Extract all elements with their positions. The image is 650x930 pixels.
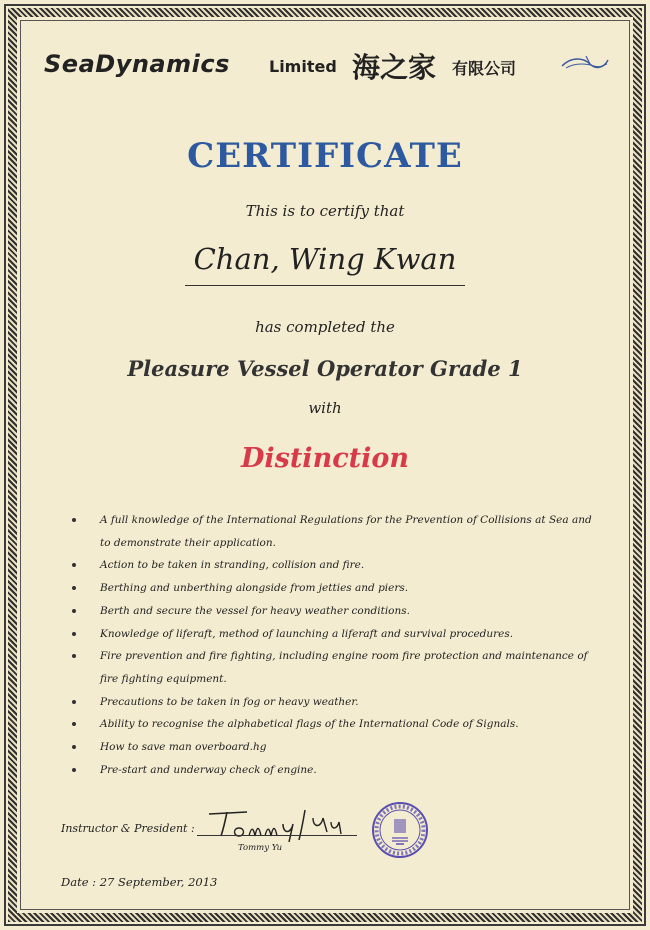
list-item: [66, 509, 596, 554]
company-name-suffix: Limited: [269, 57, 337, 76]
with-text: with: [308, 399, 342, 417]
issue-date: Date : 27 September, 2013: [61, 875, 218, 889]
handwritten-signature: [195, 802, 355, 842]
company-seal-icon: [370, 800, 430, 860]
company-header: [40, 44, 610, 84]
certificate-title: CERTIFICATE: [187, 136, 463, 176]
bullet-icon: [72, 563, 76, 567]
competency-text: Action to be taken in stranding, collision and fire.: [100, 559, 365, 572]
list-item: [66, 577, 596, 600]
bullet-icon: [72, 609, 76, 613]
company-name: SeaDynamics: [44, 50, 230, 78]
bullet-icon: [72, 632, 76, 636]
competency-text: How to save man overboard.hg: [100, 741, 267, 754]
bullet-icon: [72, 654, 76, 658]
signature-line: [197, 835, 357, 836]
certify-intro: This is to certify that: [245, 202, 405, 220]
list-item: [66, 691, 596, 714]
recipient-name: Chan, Wing Kwan: [193, 242, 457, 276]
completed-text: has completed the: [255, 318, 395, 336]
instructor-label: Instructor & President :: [61, 822, 195, 835]
competency-text: Fire prevention and fire fighting, including engine room fire protection and maintenance of fire fighting equipment.: [100, 650, 588, 685]
competency-text: Berth and secure the vessel for heavy weather conditions.: [100, 604, 410, 617]
list-item: [66, 713, 596, 736]
competency-list: [66, 509, 596, 781]
grade-award: Distinction: [240, 443, 410, 474]
bullet-icon: [72, 586, 76, 590]
bullet-icon: [72, 518, 76, 522]
bullet-icon: [72, 700, 76, 704]
company-name-chinese-suffix: 有限公司: [452, 59, 517, 78]
competency-text: Pre-start and underway check of engine.: [100, 763, 317, 776]
company-name-chinese: 海之家: [352, 51, 437, 84]
list-item: [66, 600, 596, 623]
competency-text: Knowledge of liferaft, method of launching a liferaft and survival procedures.: [100, 627, 514, 640]
course-name: Pleasure Vessel Operator Grade 1: [127, 356, 523, 381]
list-item: [66, 554, 596, 577]
list-item: [66, 759, 596, 782]
list-item: [66, 736, 596, 759]
wave-logo-icon: [560, 50, 610, 76]
bullet-icon: [72, 745, 76, 749]
competency-text: A full knowledge of the International Regulations for the Prevention of Collisions at Sea and to demonstrate their application.: [100, 514, 592, 549]
signatory-name: Tommy Yu: [238, 843, 283, 853]
competency-text: Ability to recognise the alphabetical flags of the International Code of Signals.: [100, 718, 519, 731]
competency-text: Berthing and unberthing alongside from jetties and piers.: [100, 582, 409, 595]
list-item: [66, 645, 596, 690]
bullet-icon: [72, 768, 76, 772]
competency-text: Precautions to be taken in fog or heavy weather.: [100, 695, 359, 708]
bullet-icon: [72, 722, 76, 726]
list-item: [66, 623, 596, 646]
recipient-underline: [185, 285, 465, 286]
